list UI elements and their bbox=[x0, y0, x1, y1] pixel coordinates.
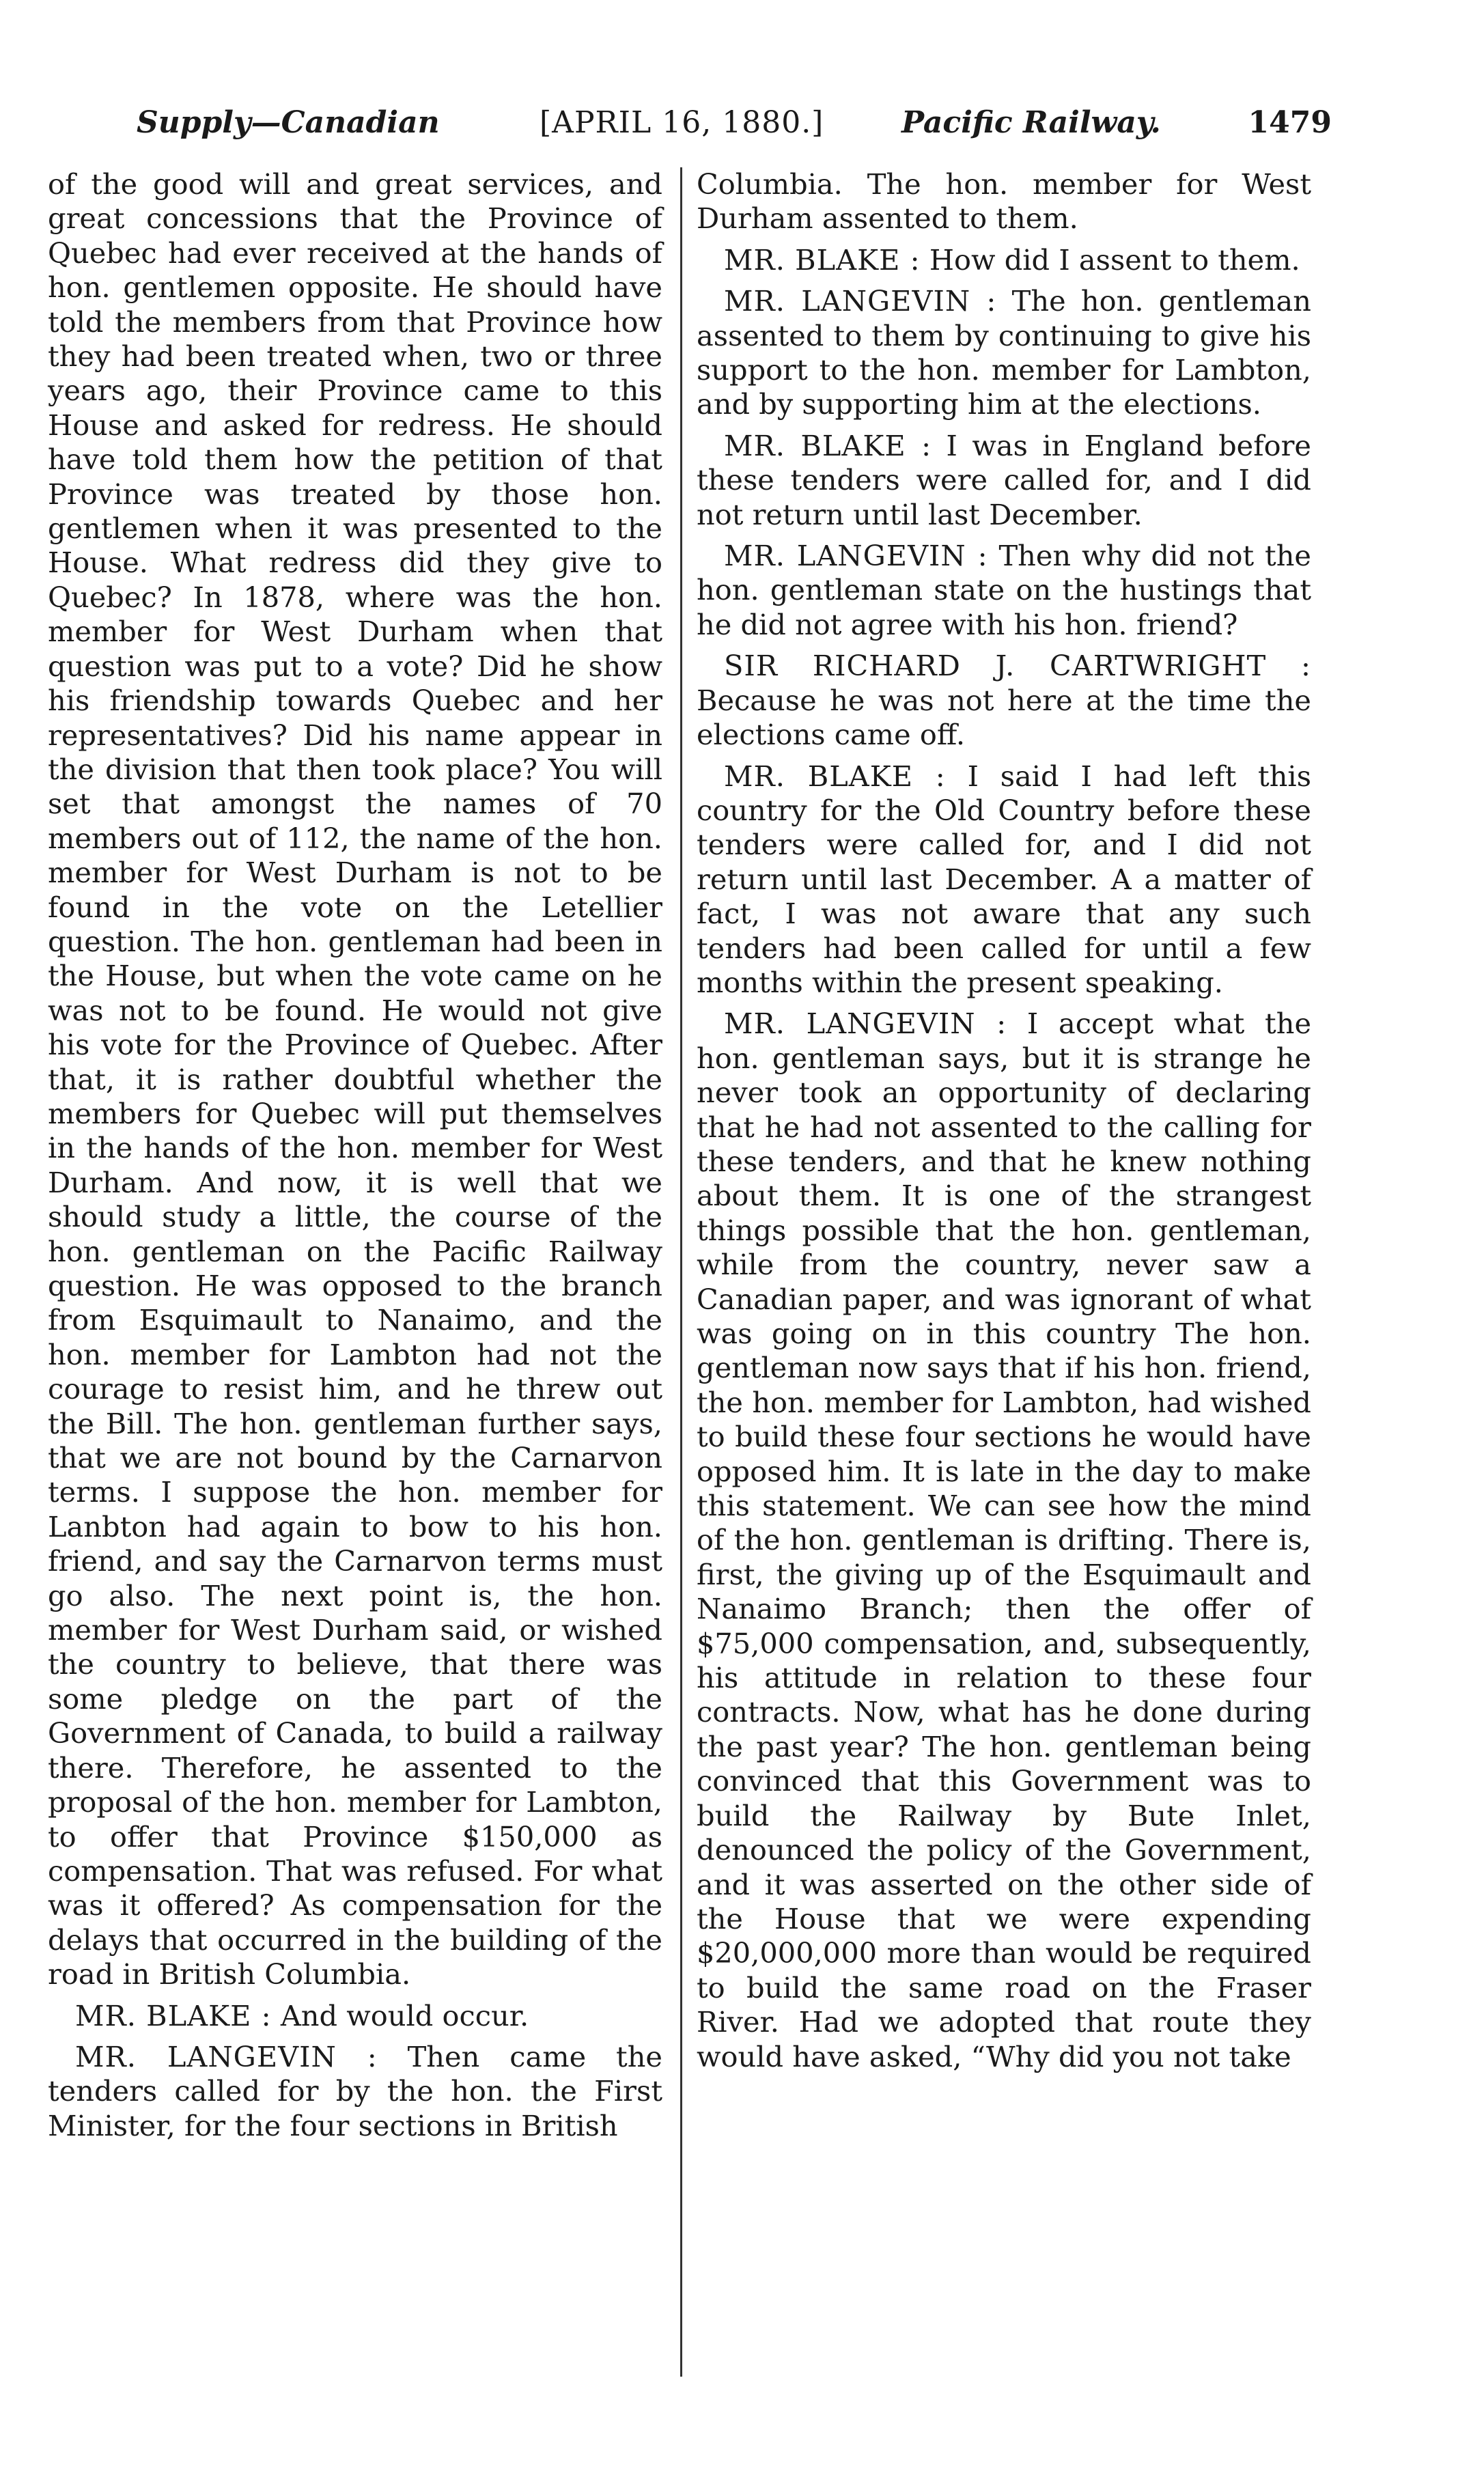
paragraph bbox=[697, 284, 1311, 422]
paragraph bbox=[697, 759, 1311, 1001]
speaker-name: MR. BLAKE : bbox=[724, 428, 932, 462]
page-number: 1479 bbox=[1248, 105, 1332, 140]
paragraph-text: Then why did not the hon. gentleman state on the hustings that he did not agree with his hon. friend? bbox=[697, 539, 1311, 641]
paragraph bbox=[697, 243, 1311, 277]
speaker-name: MR. BLAKE : bbox=[75, 1998, 272, 2032]
speaker-name: MR. BLAKE : bbox=[724, 759, 946, 793]
paragraph-text: I accept what the hon. gentleman says, but it is strange he never took an opportunity of declaring that he had not assented to the calling for these tenders, and that he knew nothing about them. It is one of the strangest things possible that the hon. gentleman, while from the country, never saw a Canadian paper, and was ignorant of what was going on in this country The hon. gentleman now says that if his hon. friend, the hon. member for Lambton, had wished to build these four sections he would have opposed him. It is late in the day to make this statement. We can see how the mind of the hon. gentleman is drifting. There is, first, the giving up of the Esquimault and Nanaimo Branch; then the offer of $75,000 compensation, and, subsequently, his attitude in relation to these four contracts. Now, what has he done during the past year? The hon. gentleman being convinced that this Government was to build the Railway by Bute Inlet, denounced the policy of the Government, and it was asserted on the other side of the House that we were expending $20,000,000 more than would be required to build the same road on the Fraser River. Had we adopted that route they would have asked, “Why did you not take bbox=[697, 1007, 1311, 2073]
paragraph-text: How did I assent to them. bbox=[929, 242, 1300, 277]
paragraph bbox=[48, 167, 662, 1992]
paragraph bbox=[697, 167, 1311, 236]
header-section-title: Supply—Canadian bbox=[137, 105, 440, 140]
speaker-name: MR. LANGEVIN : bbox=[75, 2039, 378, 2073]
speaker-name: SIR RICHARD J. CARTWRIGHT : bbox=[724, 649, 1311, 683]
paragraph-text: I was in England before these tenders were called for, and I did not return until last December. bbox=[697, 428, 1311, 531]
speaker-name: MR. LANGEVIN : bbox=[724, 539, 988, 573]
header-date: [APRIL 16, 1880.] bbox=[540, 105, 824, 140]
paragraph-text: I said I had left this country for the Old Country before these tenders were called for, and I did not return until last December. A a matter of fact, I was not aware that any such tenders had been called for until a few months within the present speaking. bbox=[697, 759, 1311, 999]
paragraph bbox=[697, 649, 1311, 752]
paragraph bbox=[697, 1007, 1311, 2074]
paragraph-text: Then came the tenders called for by the hon. the First Minister, for the four sections in British bbox=[48, 2039, 662, 2142]
paragraph-text: The hon. gentleman assented to them by continuing to give his support to the hon. member for Lambton, and by supporting him at the elections. bbox=[697, 284, 1311, 421]
paragraph-text: And would occur. bbox=[280, 1998, 529, 2032]
paragraph bbox=[697, 539, 1311, 642]
paragraph-text: Because he was not here at the time the elections came off. bbox=[697, 683, 1311, 752]
right-column bbox=[697, 167, 1311, 2373]
running-header bbox=[130, 92, 1332, 154]
header-topic: Pacific Railway. bbox=[901, 105, 1161, 140]
paragraph bbox=[48, 1999, 662, 2033]
paragraph-text: Columbia. The hon. member for West Durham assented to them. bbox=[697, 167, 1311, 236]
left-column bbox=[48, 167, 662, 2373]
speaker-name: MR. LANGEVIN : bbox=[724, 1007, 1007, 1041]
column-divider bbox=[680, 167, 682, 2377]
paragraph bbox=[48, 2040, 662, 2143]
speaker-name: MR. LANGEVIN : bbox=[724, 284, 997, 318]
speaker-name: MR. BLAKE : bbox=[724, 242, 921, 277]
paragraph-text: of the good will and great services, and great concessions that the Province of Quebec had ever received at the hands of hon. gentlemen opposite. He should have told the members from that Province how they had been treated when, two or three years ago, their Province came to this House and asked for redress. He should have told them how the petition of that Province was treated by those hon. gentlemen when it was presented to the House. What redress did they give to Quebec? In 1878, where was the hon. member for West Durham when that question was put to a vote? Did he show his friendship towards Quebec and her representatives? Did his name appear in the division that then took place? You will set that amongst the names of 70 members out of 112, the name of the hon. member for West Durham is not to be found in the vote on the Letellier question. The hon. gentleman had been in the House, but when the vote came on he was not to be found. He would not give his vote for the Province of Quebec. After that, it is rather doubtful whether the members for Quebec will put themselves in the hands of the hon. member for West Durham. And now, it is well that we should study a little, the course of the hon. gentleman on the Pacific Railway question. He was opposed to the branch from Esquimault to Nanaimo, and the hon. member for Lambton had not the courage to resist him, and he threw out the Bill. The hon. gentleman further says, that we are not bound by the Carnarvon terms. I suppose the hon. member for Lanbton had again to bow to his hon. friend, and say the Carnarvon terms must go also. The next point is, the hon. member for West Durham said, or wished the country to believe, that there was some pledge on the part of the Government of Canada, to build a railway there. Therefore, he assented to the proposal of the hon. member for Lambton, to offer that Province $150,000 as compensation. That was refused. For what was it offered? As compensation for the delays that occurred in the building of the road in British Columbia. bbox=[48, 167, 662, 1991]
paragraph bbox=[697, 429, 1311, 532]
